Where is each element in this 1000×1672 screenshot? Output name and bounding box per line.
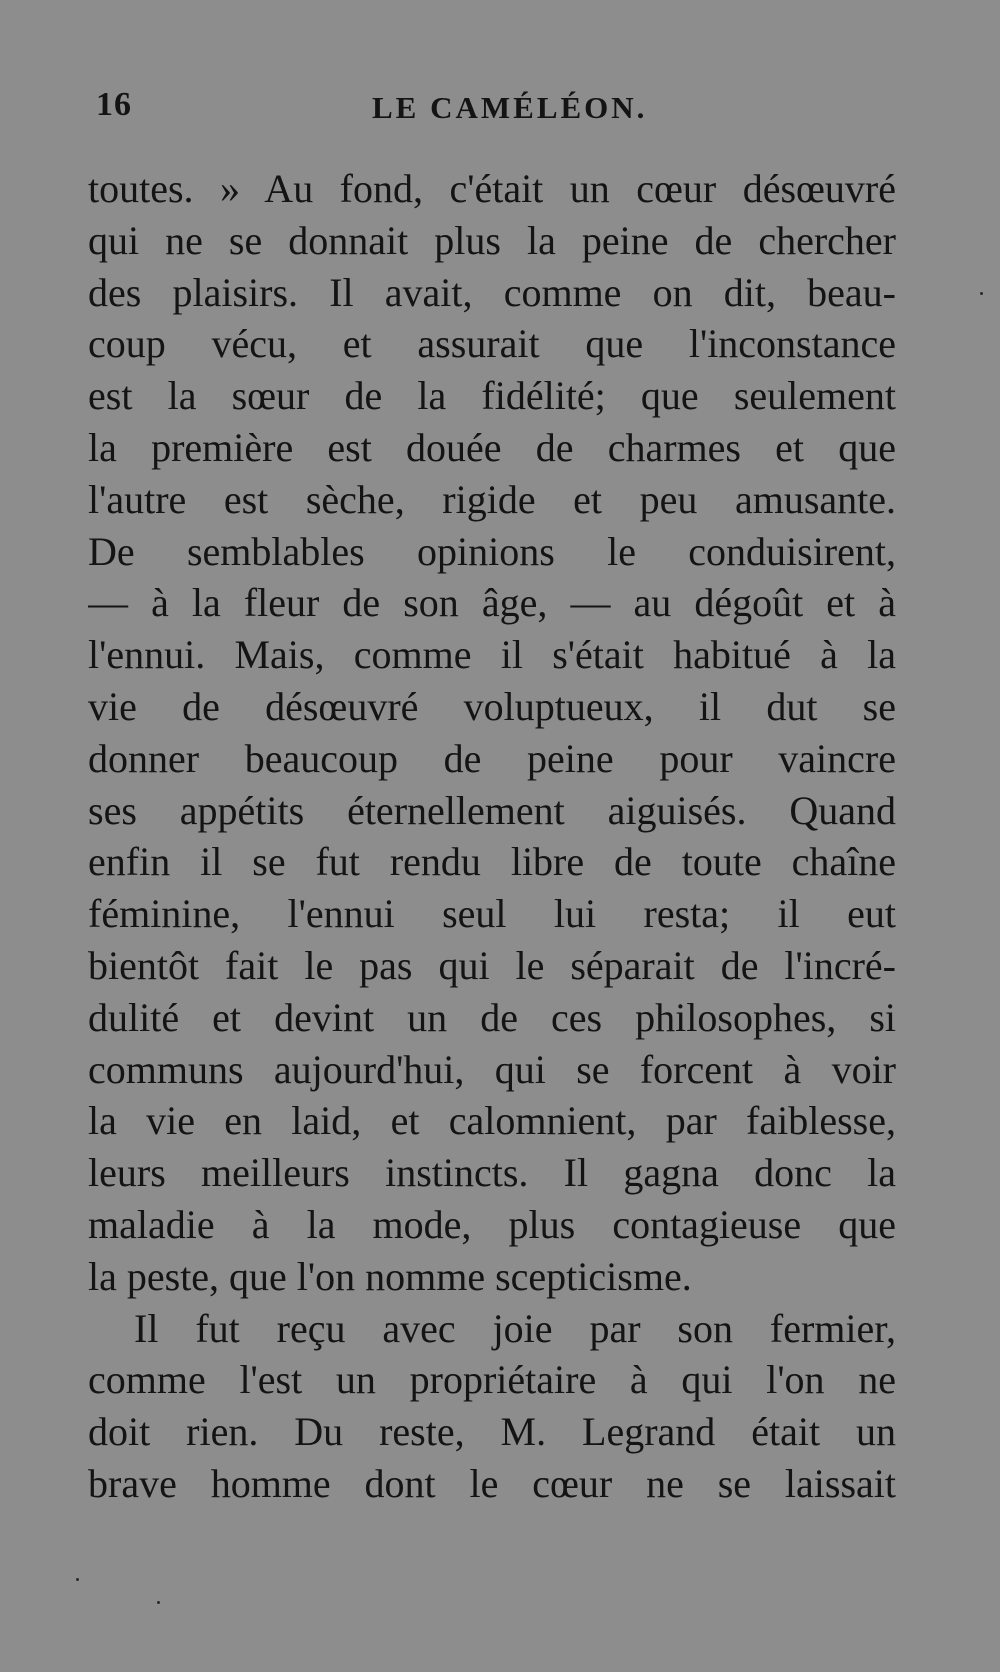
text-line: féminine, l'ennui seul lui resta; il eut: [88, 891, 896, 937]
running-head: [96, 86, 880, 136]
text-line: communs aujourd'hui, qui se forcent à voir: [88, 1046, 896, 1092]
text-line: enfin il se fut rendu libre de toute chaîne: [88, 839, 896, 885]
text-line: donner beaucoup de peine pour vaincre: [88, 735, 896, 781]
scan-speck: [157, 1601, 160, 1604]
scan-speck: [980, 292, 983, 295]
text-line: la vie en laid, et calomnient, par faiblesse,: [88, 1098, 896, 1144]
text-line: qui ne se donnait plus la peine de chercher: [88, 217, 896, 263]
text-line: coup vécu, et assurait que l'inconstance: [88, 321, 896, 367]
text-line: brave homme dont le cœur ne se laissait: [88, 1460, 896, 1506]
text-line: toutes. » Au fond, c'était un cœur désœuvré: [88, 166, 896, 211]
text-line: l'autre est sèche, rigide et peu amusante.: [88, 476, 896, 522]
text-line: la première est douée de charmes et que: [88, 424, 896, 470]
scan-speck: [76, 1578, 79, 1581]
text-line: — à la fleur de son âge, — au dégoût et à: [88, 580, 896, 626]
text-line: maladie à la mode, plus contagieuse que: [88, 1201, 896, 1247]
text-line: comme l'est un propriétaire à qui l'on ne: [88, 1357, 896, 1403]
text-line: des plaisirs. Il avait, comme on dit, beau-: [88, 269, 896, 315]
page-number: 16: [96, 86, 132, 123]
text-line: est la sœur de la fidélité; que seulement: [88, 373, 896, 419]
body-text: [88, 163, 896, 1510]
text-line: ses appétits éternellement aiguisés. Quand: [88, 787, 896, 833]
running-title: LE CAMÉLÉON.: [372, 90, 648, 125]
text-line: l'ennui. Mais, comme il s'était habitué à la: [88, 632, 896, 678]
text-line: la peste, que l'on nomme scepticisme.: [88, 1253, 692, 1299]
text-line: bientôt fait le pas qui le séparait de l'incré-: [88, 942, 896, 988]
text-line: doit rien. Du reste, M. Legrand était un: [88, 1409, 896, 1455]
text-line: vie de désœuvré voluptueux, il dut se: [88, 683, 896, 729]
text-line: leurs meilleurs instincts. Il gagna donc la: [88, 1150, 896, 1196]
text-line: De semblables opinions le conduisirent,: [88, 528, 896, 574]
text-line: dulité et devint un de ces philosophes, si: [88, 994, 896, 1040]
text-line: Il fut reçu avec joie par son fermier,: [134, 1305, 896, 1351]
